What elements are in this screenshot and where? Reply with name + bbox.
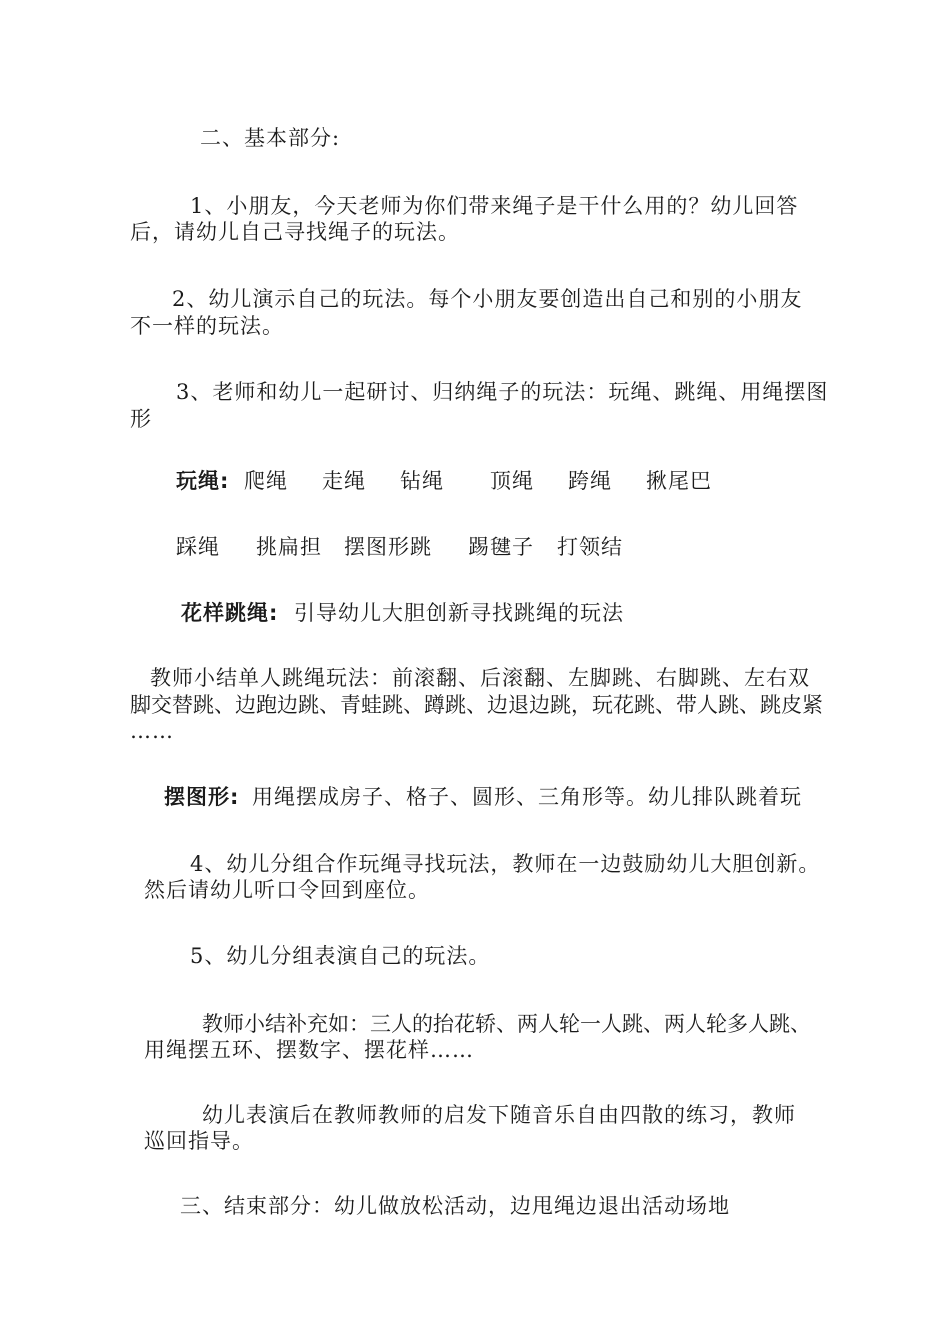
section-heading-basic: 二、基本部分:	[200, 126, 341, 150]
play-rope-item: 顶绳	[490, 469, 534, 493]
summary-1-line-2: 脚交替跳、边跑边跳、青蛙跳、蹲跳、边退边跳，玩花跳、带人跳、跳皮紧	[130, 693, 823, 717]
play-rope-item: 揪尾巴	[646, 469, 712, 493]
play-rope-item: 踢毽子	[468, 535, 534, 559]
fancy-jump-text: 引导幼儿大胆创新寻找跳绳的玩法	[294, 601, 624, 625]
paragraph-1-line-1: 1、小朋友，今天老师为你们带来绳子是干什么用的？幼儿回答	[190, 194, 799, 218]
play-rope-item: 钻绳	[400, 469, 444, 493]
paragraph-5: 5、幼儿分组表演自己的玩法。	[190, 944, 491, 968]
paragraph-3-line-1: 3、老师和幼儿一起研讨、归纳绳子的玩法：玩绳、跳绳、用绳摆图	[176, 380, 829, 404]
paragraph-4-line-2: 然后请幼儿听口令回到座位。	[144, 878, 430, 902]
perform-line-2: 巡回指导。	[144, 1129, 254, 1153]
paragraph-2-line-1: 2、幼儿演示自己的玩法。每个小朋友要创造出自己和别的小朋友	[172, 287, 803, 311]
paragraph-3-line-2: 形	[130, 407, 152, 431]
summary-1-line-3: ……	[130, 719, 174, 743]
play-rope-item: 跨绳	[568, 469, 612, 493]
summary-2-line-2: 用绳摆五环、摆数字、摆花样……	[144, 1038, 474, 1062]
play-rope-item: 摆图形跳	[344, 535, 432, 559]
summary-1-line-1: 教师小结单人跳绳玩法：前滚翻、后滚翻、左脚跳、右脚跳、左右双	[150, 666, 810, 690]
summary-2-line-1: 教师小结补充如：三人的抬花轿、两人轮一人跳、两人轮多人跳、	[202, 1012, 811, 1036]
paragraph-1-line-2: 后，请幼儿自己寻找绳子的玩法。	[130, 220, 460, 244]
fancy-jump-label: 花样跳绳:	[181, 601, 279, 625]
play-rope-label: 玩绳:	[176, 469, 230, 493]
perform-line-1: 幼儿表演后在教师教师的启发下随音乐自由四散的练习，教师	[202, 1103, 796, 1127]
section-heading-closing: 三、结束部分：幼儿做放松活动，边甩绳边退出活动场地	[180, 1194, 730, 1218]
play-rope-item: 踩绳	[176, 535, 220, 559]
play-rope-item: 挑扁担	[256, 535, 322, 559]
paragraph-2-line-2: 不一样的玩法。	[130, 314, 284, 338]
shapes-label: 摆图形:	[164, 785, 240, 809]
shapes-text: 用绳摆成房子、格子、圆形、三角形等。幼儿排队跳着玩	[252, 785, 802, 809]
play-rope-item: 走绳	[322, 469, 366, 493]
paragraph-4-line-1: 4、幼儿分组合作玩绳寻找玩法，教师在一边鼓励幼儿大胆创新。	[190, 852, 821, 876]
play-rope-item: 打领结	[557, 535, 623, 559]
play-rope-item: 爬绳	[244, 469, 288, 493]
